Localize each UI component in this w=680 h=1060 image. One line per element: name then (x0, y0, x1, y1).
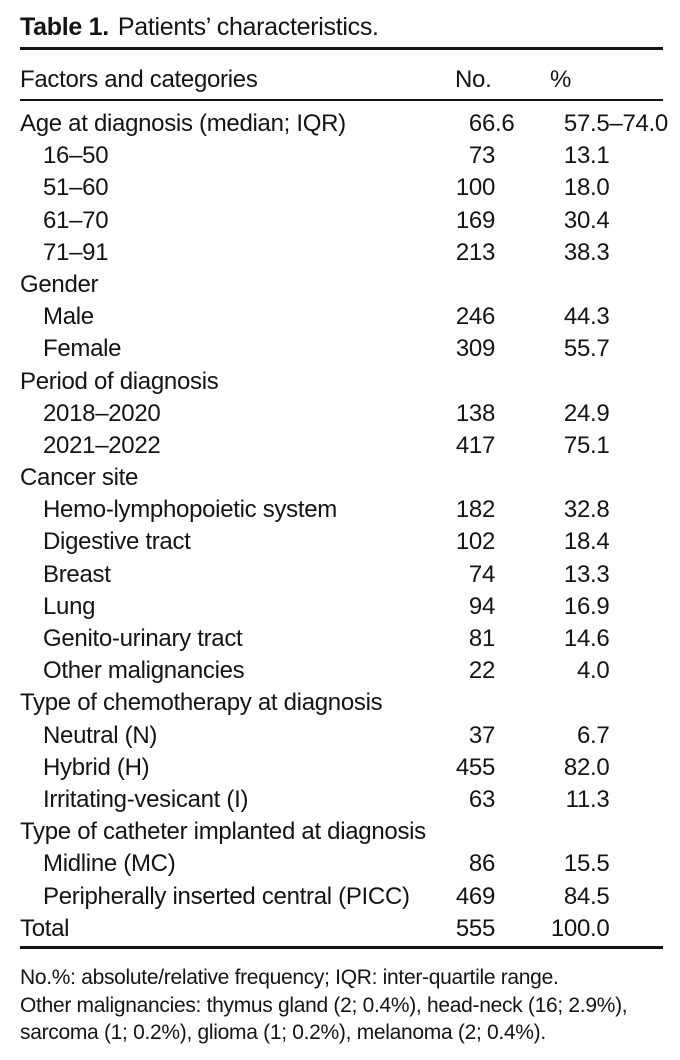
table-row (20, 366, 680, 398)
row-label: 61–70 (43, 206, 109, 234)
row-label: 71–91 (43, 238, 109, 266)
table-row (20, 172, 680, 204)
rule-bottom (20, 946, 663, 949)
row-no-value: 37 (468, 721, 495, 749)
row-percent-value: 100.0 (550, 914, 610, 942)
row-percent-value: 13.3 (563, 560, 610, 588)
row-label: Cancer site (20, 464, 139, 492)
table-row (20, 301, 680, 333)
table-number: Table 1. (20, 13, 109, 41)
row-label: Period of diagnosis (20, 367, 219, 395)
row-label: 2018–2020 (43, 399, 161, 427)
row-no-value (380, 687, 495, 719)
row-no-value: 94 (468, 592, 495, 620)
row-percent-value: 11.3 (565, 785, 610, 813)
table-row (20, 881, 680, 913)
row-label: Gender (20, 270, 99, 298)
row-no-value: 555 (455, 914, 495, 942)
table-row (20, 205, 680, 237)
row-percent-value (480, 462, 590, 494)
row-percent-value: 13.1 (563, 142, 610, 170)
row-percent-value: 82.0 (563, 753, 610, 781)
row-label: Hemo-lymphopoietic system (43, 496, 337, 524)
table-row (20, 269, 680, 301)
row-label: 2021–2022 (43, 431, 161, 459)
row-percent-value: 55.7 (563, 335, 610, 363)
table-row (20, 720, 680, 752)
row-percent-value (480, 816, 590, 848)
row-label: Type of chemotherapy at diagnosis (20, 689, 383, 717)
row-label: Total (20, 914, 70, 942)
table-row (20, 526, 680, 558)
row-percent-value: 18.4 (563, 528, 610, 556)
row-percent-value: 75.1 (563, 431, 610, 459)
row-no-value: 102 (455, 528, 495, 556)
table-row (20, 623, 680, 655)
row-no-value: 73 (468, 142, 495, 170)
table-row (20, 559, 680, 591)
row-percent-value: 15.5 (563, 850, 610, 878)
row-no-value: 138 (455, 399, 495, 427)
row-percent-value: 16.9 (563, 592, 610, 620)
row-percent-value (480, 687, 590, 719)
table-header-row (20, 64, 663, 96)
row-no-value (380, 462, 495, 494)
row-no-value: 469 (455, 882, 495, 910)
column-header-percent: % (550, 66, 572, 93)
table-row (20, 752, 680, 784)
row-no-value: 182 (455, 496, 495, 524)
table-row (20, 108, 680, 140)
table-row (20, 140, 680, 172)
table-row (20, 848, 680, 880)
column-header-no: No. (455, 66, 492, 93)
row-percent-value (480, 269, 590, 301)
row-label: Lung (43, 592, 96, 620)
row-no-value: 66.6 (468, 110, 515, 137)
row-label: Hybrid (H) (43, 753, 150, 781)
table-row (20, 462, 680, 494)
row-label: Peripherally inserted central (PICC) (43, 882, 410, 910)
footnote-line-2: Other malignancies: thymus gland (2; 0.4%), head-neck (16; 2.9%), (20, 993, 628, 1017)
row-label: 51–60 (43, 174, 109, 202)
row-percent-value: 84.5 (563, 882, 610, 910)
table-row (20, 430, 680, 462)
row-percent-value: 57.5–74.0 (563, 110, 668, 137)
row-no-value: 455 (455, 753, 495, 781)
table-footnotes (20, 964, 670, 1047)
row-no-value (380, 816, 495, 848)
row-label: Breast (43, 560, 111, 588)
row-label: Neutral (N) (43, 721, 158, 749)
table-caption: Patients’ characteristics. (117, 13, 379, 41)
row-percent-value: 4.0 (576, 657, 610, 685)
table-row (20, 655, 680, 687)
footnote-line-1: No.%: absolute/relative frequency; IQR: inter-quartile range. (20, 966, 559, 989)
row-percent-value: 30.4 (563, 206, 610, 234)
row-percent-value: 6.7 (576, 721, 610, 749)
table-row (20, 816, 680, 848)
row-label: Type of catheter implanted at diagnosis (20, 818, 426, 846)
row-no-value: 74 (468, 560, 495, 588)
row-no-value: 22 (468, 657, 495, 685)
row-label: Midline (MC) (43, 850, 176, 878)
row-percent-value: 38.3 (563, 238, 610, 266)
row-no-value (380, 269, 495, 301)
row-no-value: 417 (455, 431, 495, 459)
row-percent-value: 44.3 (563, 303, 610, 331)
table-body (20, 108, 680, 945)
rule-header-bottom (20, 99, 663, 101)
footnote-line-3: sarcoma (1; 0.2%), glioma (1; 0.2%), melanoma (2; 0.4%). (20, 1021, 546, 1045)
row-no-value: 213 (455, 238, 495, 266)
table-row (20, 687, 680, 719)
row-label: Digestive tract (43, 528, 191, 556)
row-no-value: 246 (455, 303, 495, 331)
table-row (20, 398, 680, 430)
column-header-factors: Factors and categories (20, 66, 258, 93)
table-row (20, 784, 680, 816)
row-no-value: 81 (468, 625, 495, 652)
table-row (20, 333, 680, 365)
row-label: Female (43, 335, 122, 363)
row-no-value: 309 (455, 335, 495, 363)
table-row (20, 494, 680, 526)
row-label: Genito-urinary tract (43, 625, 243, 652)
row-percent-value: 32.8 (563, 496, 610, 524)
rule-top (20, 47, 663, 50)
row-no-value (380, 366, 495, 398)
row-no-value: 63 (468, 785, 495, 813)
row-percent-value: 24.9 (563, 399, 610, 427)
table-row (20, 591, 680, 623)
row-percent-value: 14.6 (563, 625, 610, 652)
row-percent-value: 18.0 (563, 174, 610, 202)
table-title (20, 13, 379, 42)
row-no-value: 100 (455, 174, 495, 202)
row-no-value: 169 (455, 206, 495, 234)
row-label: Irritating-vesicant (I) (43, 785, 249, 813)
row-no-value: 86 (468, 850, 495, 878)
row-label: Male (43, 303, 94, 331)
row-label: Age at diagnosis (median; IQR) (20, 110, 346, 137)
row-label: Other malignancies (43, 657, 245, 685)
table-row (20, 913, 680, 945)
row-label: 16–50 (43, 142, 109, 170)
row-percent-value (480, 366, 590, 398)
table-row (20, 237, 680, 269)
